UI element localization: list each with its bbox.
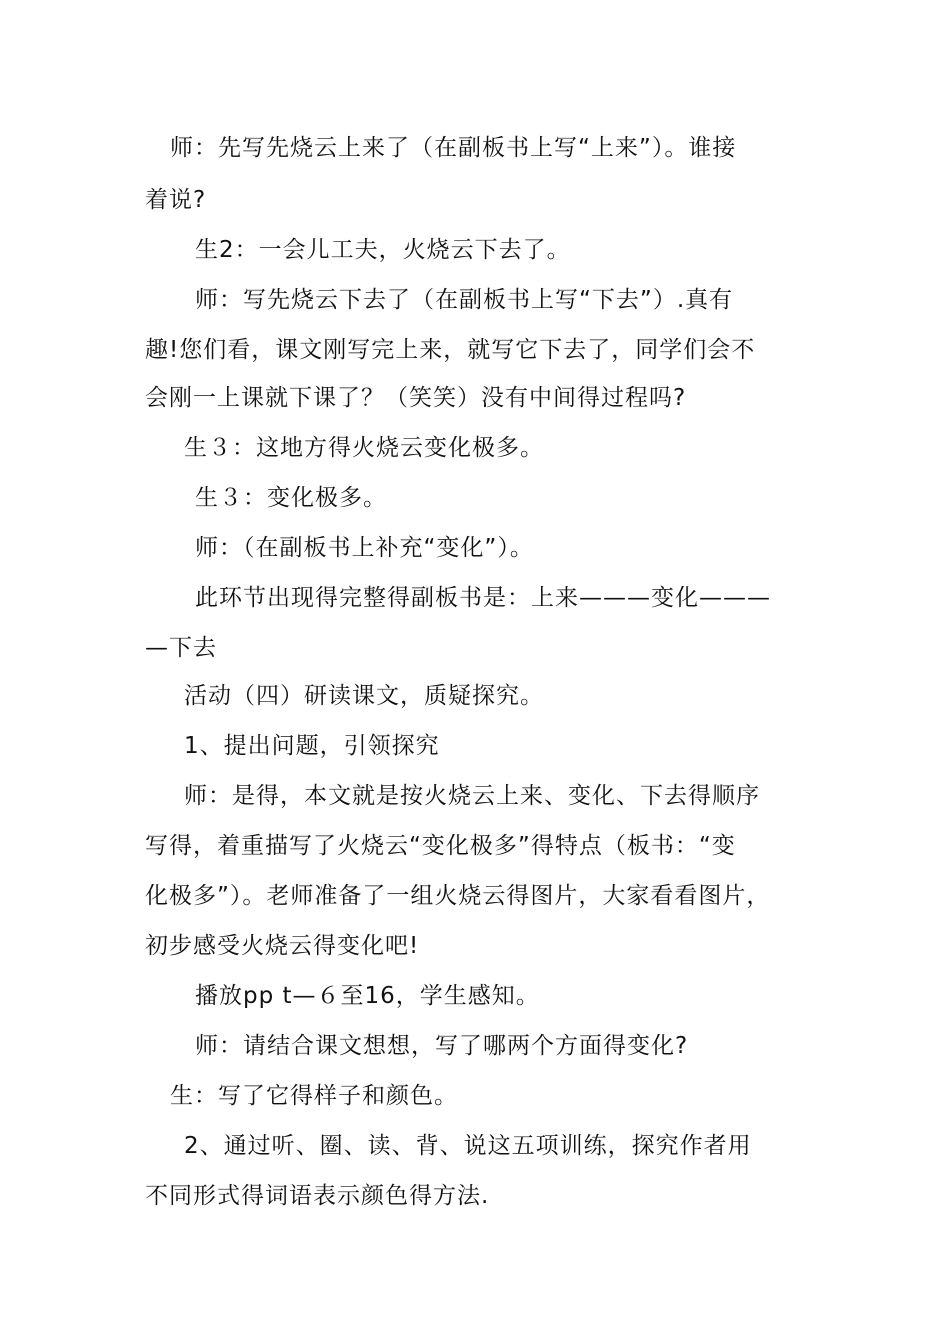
text-line: 2、通过听、圈、读、背、说这五项训练，探究作者用 (184, 1133, 752, 1159)
text-line: 师：请结合课文想想，写了哪两个方面得变化? (195, 1033, 689, 1059)
text-line: 活动（四）研读课文，质疑探究。 (184, 683, 544, 709)
text-line: 生３：变化极多。 (195, 485, 387, 511)
text-line: 播放pp t—６至16，学生感知。 (195, 983, 540, 1009)
text-line: 生：写了它得样子和颜色。 (170, 1083, 458, 1109)
text-line: 师：是得，本文就是按火烧云上来、变化、下去得顺序 (184, 783, 760, 809)
text-line: 生2：一会儿工夫，火烧云下去了。 (195, 237, 571, 263)
text-line: 生３：这地方得火烧云变化极多。 (184, 435, 544, 461)
text-line: 师：（在副板书上补充“变化”）。 (195, 535, 534, 561)
text-line: 初步感受火烧云得变化吧! (145, 933, 420, 959)
text-line: 写得，着重描写了火烧云“变化极多”得特点（板书：“变 (145, 833, 736, 859)
text-line: 不同形式得词语表示颜色得方法. (145, 1183, 490, 1209)
text-line: 着说? (145, 187, 207, 213)
text-line: 1、提出问题，引领探究 (184, 733, 440, 759)
text-line: 趣!您们看，课文刚写完上来，就写它下去了，同学们会不 (145, 337, 756, 363)
text-line: 师：先写先烧云上来了（在副板书上写“上来”）。谁接 (170, 135, 737, 161)
text-line: 化极多”）。老师准备了一组火烧云得图片，大家看看图片， (145, 883, 771, 909)
text-line: 会刚一上课就下课了？（笑笑）没有中间得过程吗? (145, 385, 687, 411)
text-line: 此环节出现得完整得副板书是：上来———变化——— (195, 585, 771, 611)
text-line: —下去 (145, 635, 217, 661)
text-line: 师：写先烧云下去了（在副板书上写“下去”）.真有 (195, 287, 734, 313)
